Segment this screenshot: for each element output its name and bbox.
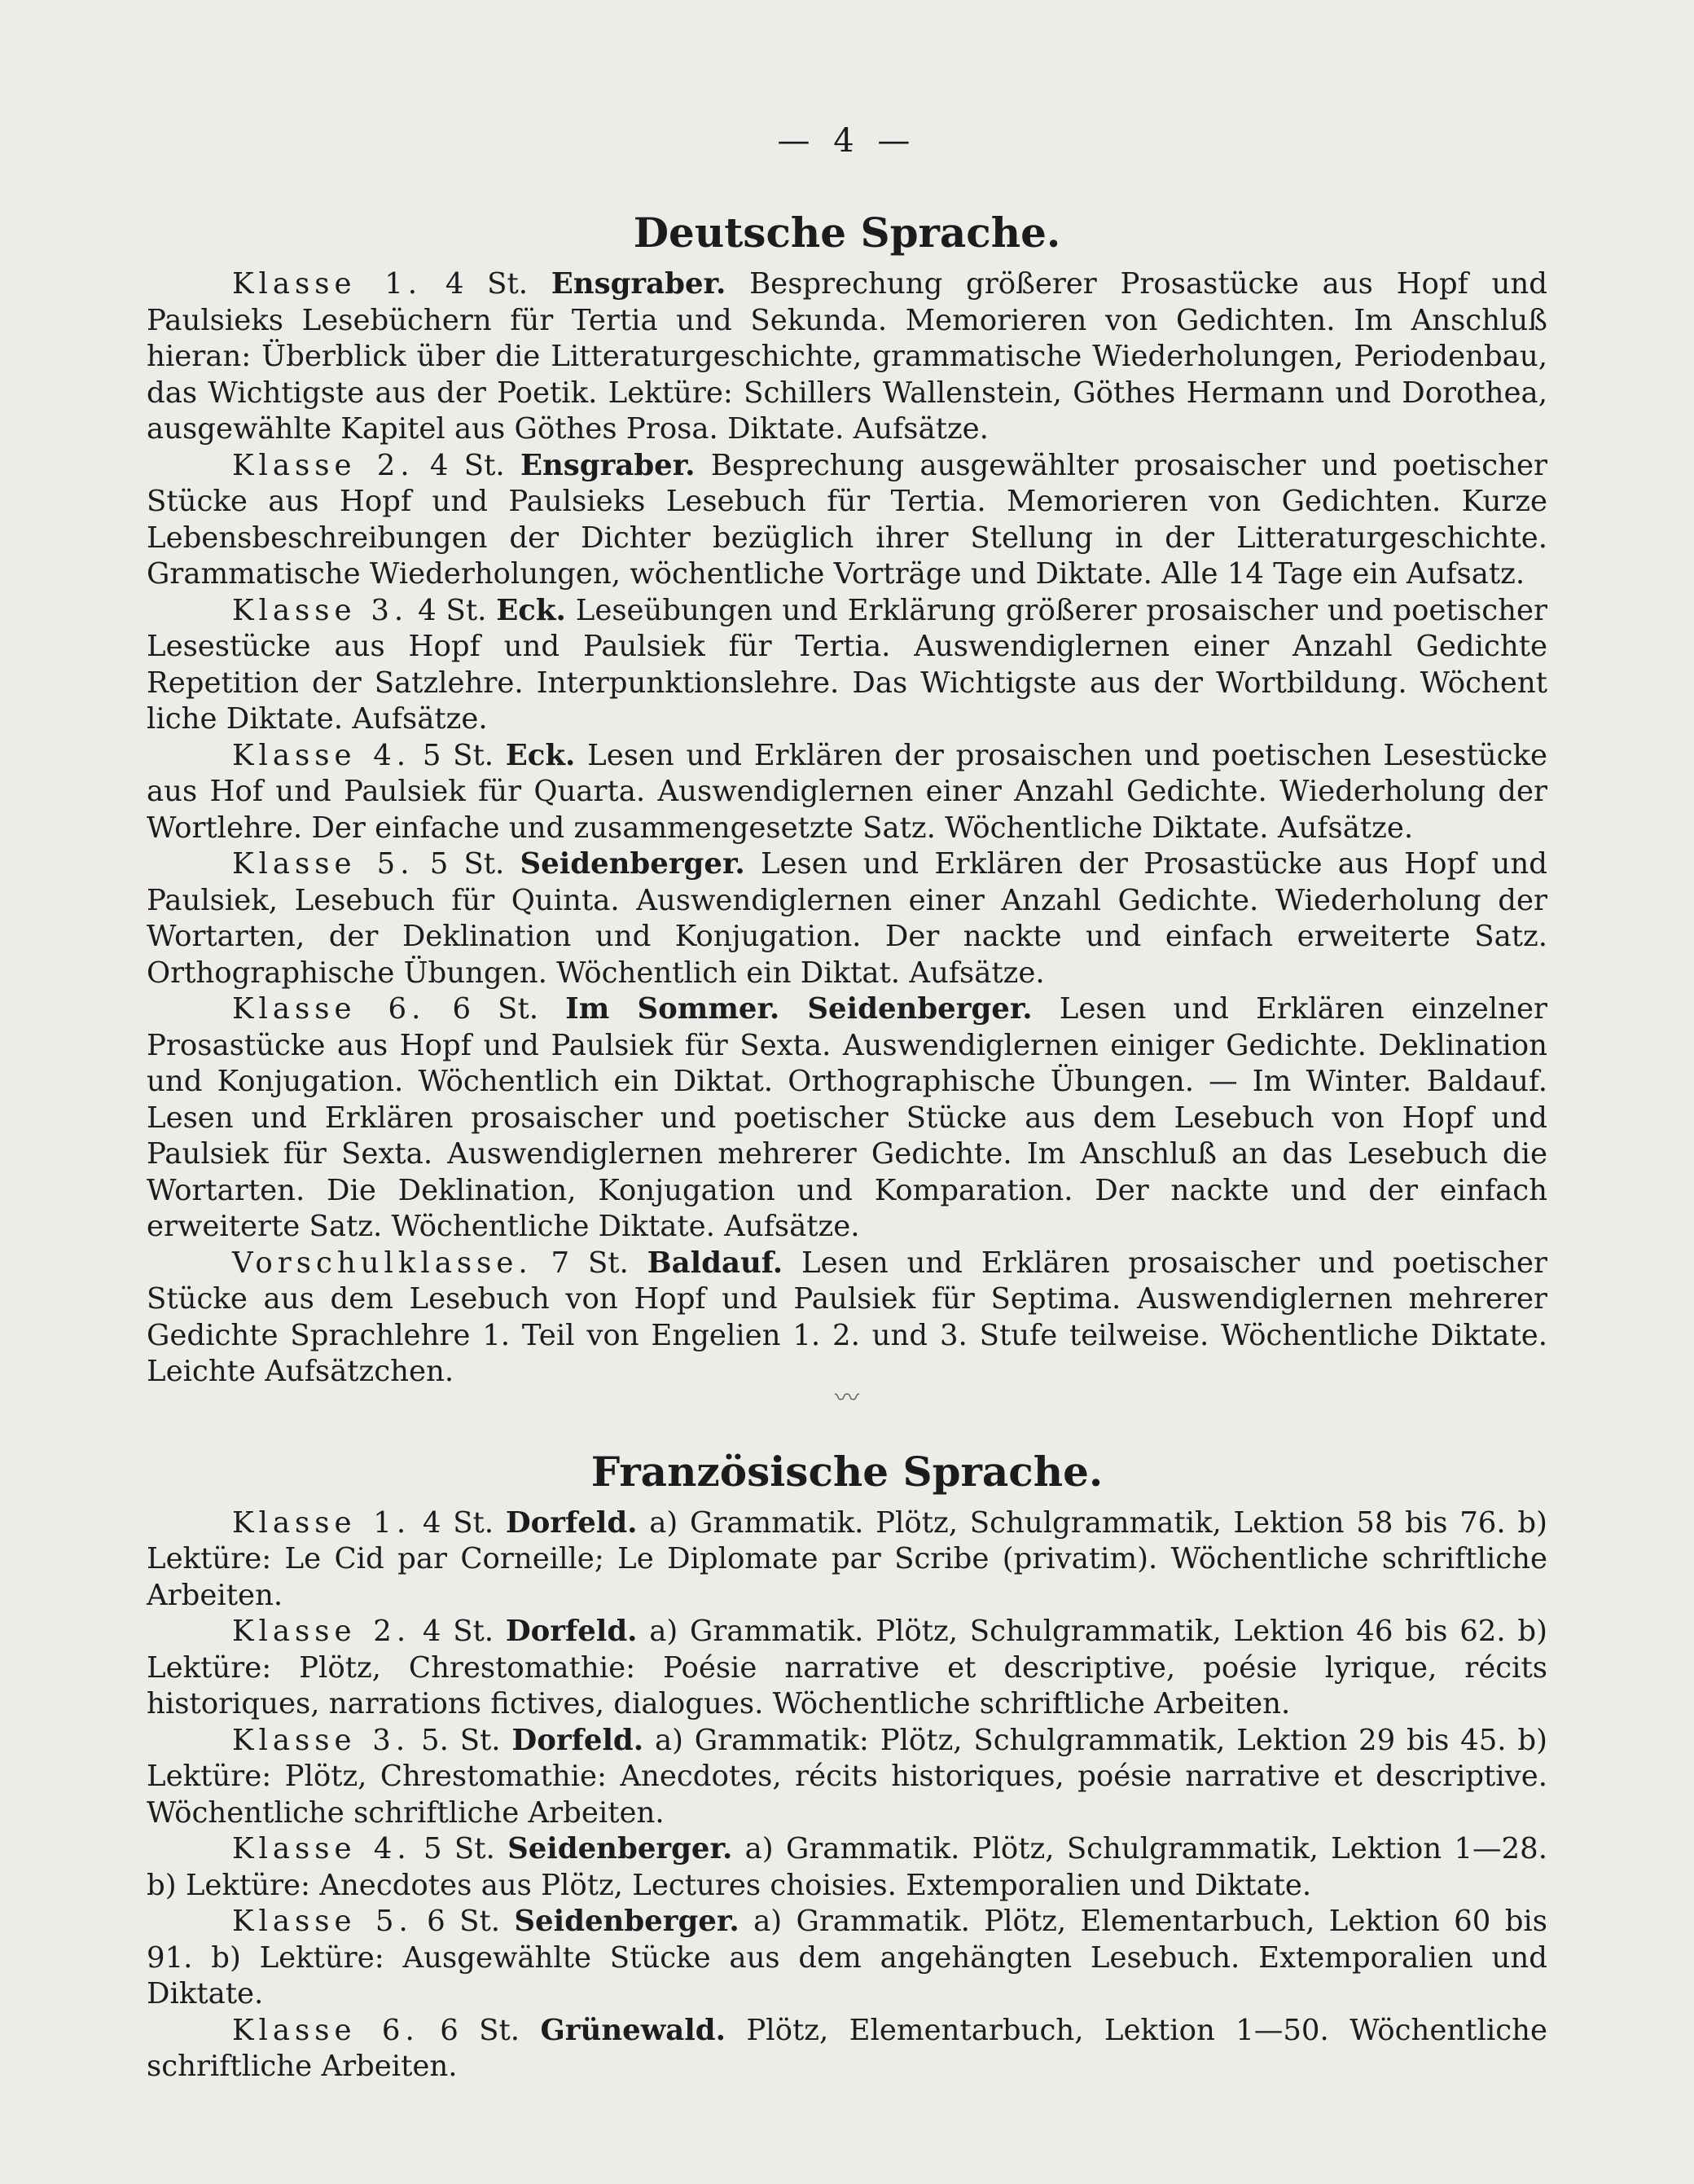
- paragraph-german-klasse-1: [147, 266, 1547, 448]
- class-label: Klasse 4.: [232, 1832, 411, 1865]
- teacher: Ensgraber.: [551, 267, 726, 301]
- teacher: Eck.: [505, 738, 576, 772]
- hours: 5 St.: [423, 1832, 495, 1865]
- hours: 4 St.: [445, 267, 529, 301]
- hours: 5 St.: [429, 847, 505, 881]
- teacher: Im Sommer. Seidenberger.: [565, 992, 1033, 1026]
- hours: 5. St.: [421, 1723, 501, 1757]
- hours: 4 St.: [418, 593, 487, 627]
- german-section: [147, 266, 1547, 1413]
- paragraph-text: Plötz, Elementarbuch, Lektion 1—50. Wöchentliche schriftliche Arbeiten.: [147, 2013, 1547, 2083]
- paragraph-french-klasse-3: [147, 1723, 1547, 1832]
- teacher: Seidenberger.: [507, 1832, 733, 1865]
- paragraph-german-klasse-6: [147, 991, 1547, 1246]
- paragraph-text: Lesen und Erklären der Prosastücke aus Hopf und Paulsiek, Lesebuch für Quinta. Auswendiglernen einer Anzahl Gedichte. Wiederholung der Wortarten, der Deklination und Konjugation. Der nackte und einfach erweiterte Satz. Orthographische Übungen. Wöchentlich ein Diktat. Aufsätze.: [147, 847, 1547, 990]
- paragraph-french-klasse-5: [147, 1904, 1547, 2013]
- paragraph-text: Lesen und Erklären einzelner Prosastücke aus Hopf und Paulsiek für Sexta. Auswendiglernen einiger Gedichte. Deklination und Konjugation. Wöchentlich ein Diktat. Orthographische Übungen. — Im Winter. Baldauf. Lesen und Erklären prosaischer und poetischer Stücke aus dem Lesebuch von Hopf und Paulsiek für Sexta. Auswendiglernen mehrerer Gedichte. Im Anschluß an das Lesebuch die Wortarten. Die Deklination, Konjugation und Komparation. Der nackte und der einfach erweiterte Satz. Wöchentliche Diktate. Aufsätze.: [147, 992, 1547, 1243]
- hours: 6 St.: [427, 1905, 501, 1938]
- teacher: Grünewald.: [540, 2013, 726, 2047]
- paragraph-text: a) Grammatik. Plötz, Schulgrammatik, Lektion 46 bis 62. b) Lektüre: Plötz, Chrestomathie: Poésie narrative et descriptive, poésie lyrique, récits historiques, narrations fictives, dialogues. Wöchentliche schriftliche Arbeiten.: [147, 1615, 1547, 1720]
- class-label: Klasse 4.: [232, 738, 411, 772]
- paragraph-french-klasse-2: [147, 1614, 1547, 1723]
- paragraph-text: a) Grammatik. Plötz, Elementarbuch, Lektion 60 bis 91. b) Lektüre: Ausgewählte Stücke aus dem angehängten Lesebuch. Extemporalien und Diktate.: [147, 1905, 1547, 2010]
- teacher: Baldauf.: [647, 1246, 783, 1280]
- teacher: Ensgraber.: [520, 448, 696, 482]
- section-heading-french: Französische Sprache.: [590, 1447, 1104, 1496]
- teacher: Dorfeld.: [505, 1615, 638, 1648]
- class-label: Klasse 2.: [232, 448, 415, 482]
- paragraph-german-klasse-2: [147, 448, 1547, 593]
- paragraph-french-klasse-6: [147, 2013, 1547, 2085]
- hours: 5 St.: [422, 738, 494, 772]
- paragraph-text: Lesen und Erklären prosaischer und poetischer Stücke aus dem Lesebuch von Hopf und Paulsiek für Septima. Auswendiglernen mehrerer Gedichte Sprachlehre 1. Teil von Engelien 1. 2. und 3. Stufe teilweise. Wöchentliche Diktate. Leichte Aufsätzchen.: [147, 1246, 1547, 1388]
- paragraph-text: Lesen und Erklären der prosaischen und poetischen Lesestücke aus Hof und Paulsiek für Quarta. Auswendiglernen einer Anzahl Gedichte. Wiederholung der Wortlehre. Der einfache und zusammengesetzte Satz. Wöchentliche Diktate. Aufsätze.: [147, 738, 1547, 845]
- paragraph-text: Besprechung größerer Prosastücke aus Hopf und Paulsieks Lesebüchern für Tertia und Sekunda. Memorieren von Gedichten. Im Anschluß hieran: Überblick über die Litteraturgeschichte, grammatische Wiederholungen, Periodenbau, das Wichtigste aus der Poetik. Lektüre: Schillers Wallenstein, Göthes Hermann und Dorothea, ausgewählte Kapitel aus Göthes Prosa. Diktate. Aufsätze.: [147, 267, 1547, 446]
- class-label: Klasse 3.: [232, 593, 409, 627]
- paragraph-german-klasse-3: [147, 593, 1547, 738]
- paragraph-text: a) Grammatik: Plötz, Schulgrammatik, Lektion 29 bis 45. b) Lektüre: Plötz, Chrestomathie: Anecdotes, récits historiques, poésie narrative et descriptive. Wöchentliche schriftliche Arbeiten.: [147, 1723, 1547, 1830]
- hours: 7 St.: [551, 1246, 629, 1280]
- class-label: Klasse 6.: [232, 992, 426, 1026]
- hours: 6 St.: [440, 2013, 520, 2047]
- class-label: Klasse 2.: [232, 1615, 411, 1648]
- class-label: Klasse 6.: [232, 2013, 419, 2047]
- paragraph-french-klasse-4: [147, 1831, 1547, 1904]
- teacher: Dorfeld.: [505, 1505, 638, 1540]
- paragraph-german-vorschulklasse: [147, 1246, 1547, 1391]
- french-section: [147, 1505, 1547, 2085]
- class-label: Klasse 3.: [232, 1723, 410, 1757]
- class-label: Vorschulklasse.: [232, 1246, 533, 1280]
- teacher: Dorfeld.: [511, 1723, 644, 1757]
- paragraph-french-klasse-1: [147, 1505, 1547, 1615]
- paragraph-german-klasse-4: [147, 738, 1547, 847]
- hours: 6 St.: [452, 992, 539, 1026]
- section-heading-german: Deutsche Sprache.: [633, 209, 1061, 257]
- paragraph-text: Leseübungen und Erklärung größerer prosaischer und poetischer Lesestücke aus Hopf und Paulsiek für Tertia. Auswendiglernen einer Anzahl Gedichte Repetition der Satzlehre. Interpunktionslehre. Das Wichtigste aus der Wortbildung. Wöchent liche Diktate. Aufsätze.: [147, 593, 1547, 736]
- teacher: Seidenberger.: [514, 1905, 739, 1938]
- class-label: Klasse 5.: [232, 1905, 413, 1938]
- paragraph-text: a) Grammatik. Plötz, Schulgrammatik, Lektion 58 bis 76. b) Lektüre: Le Cid par Corneille; Le Diplomate par Scribe (privatim). Wöchentliche schriftliche Arbeiten.: [147, 1505, 1547, 1612]
- hours: 4 St.: [429, 448, 505, 482]
- paragraph-german-klasse-5: [147, 846, 1547, 991]
- class-label: Klasse 5.: [232, 847, 415, 881]
- hours: 4 St.: [422, 1505, 494, 1540]
- paragraph-text: Besprechung ausgewählter prosaischer und poetischer Stücke aus Hopf und Paulsieks Lesebuch für Tertia. Memorieren von Gedichten. Kurze Lebensbeschreibungen der Dichter bezüglich ihrer Stellung in der Litteraturgeschichte. Grammatische Wiederholungen, wöchentliche Vorträge und Diktate. Alle 14 Tage ein Aufsatz.: [147, 448, 1547, 591]
- hours: 4 St.: [422, 1615, 494, 1648]
- class-label: Klasse 1.: [232, 1505, 411, 1540]
- paragraph-text: a) Grammatik. Plötz, Schulgrammatik, Lektion 1—28. b) Lektüre: Anecdotes aus Plötz, Lectures choisies. Extemporalien und Diktate.: [147, 1832, 1547, 1902]
- teacher: Seidenberger.: [520, 847, 745, 881]
- section-divider: 〰: [835, 1383, 859, 1413]
- page-number: — 4 —: [777, 122, 917, 160]
- teacher: Eck.: [496, 593, 566, 627]
- class-label: Klasse 1.: [232, 267, 423, 301]
